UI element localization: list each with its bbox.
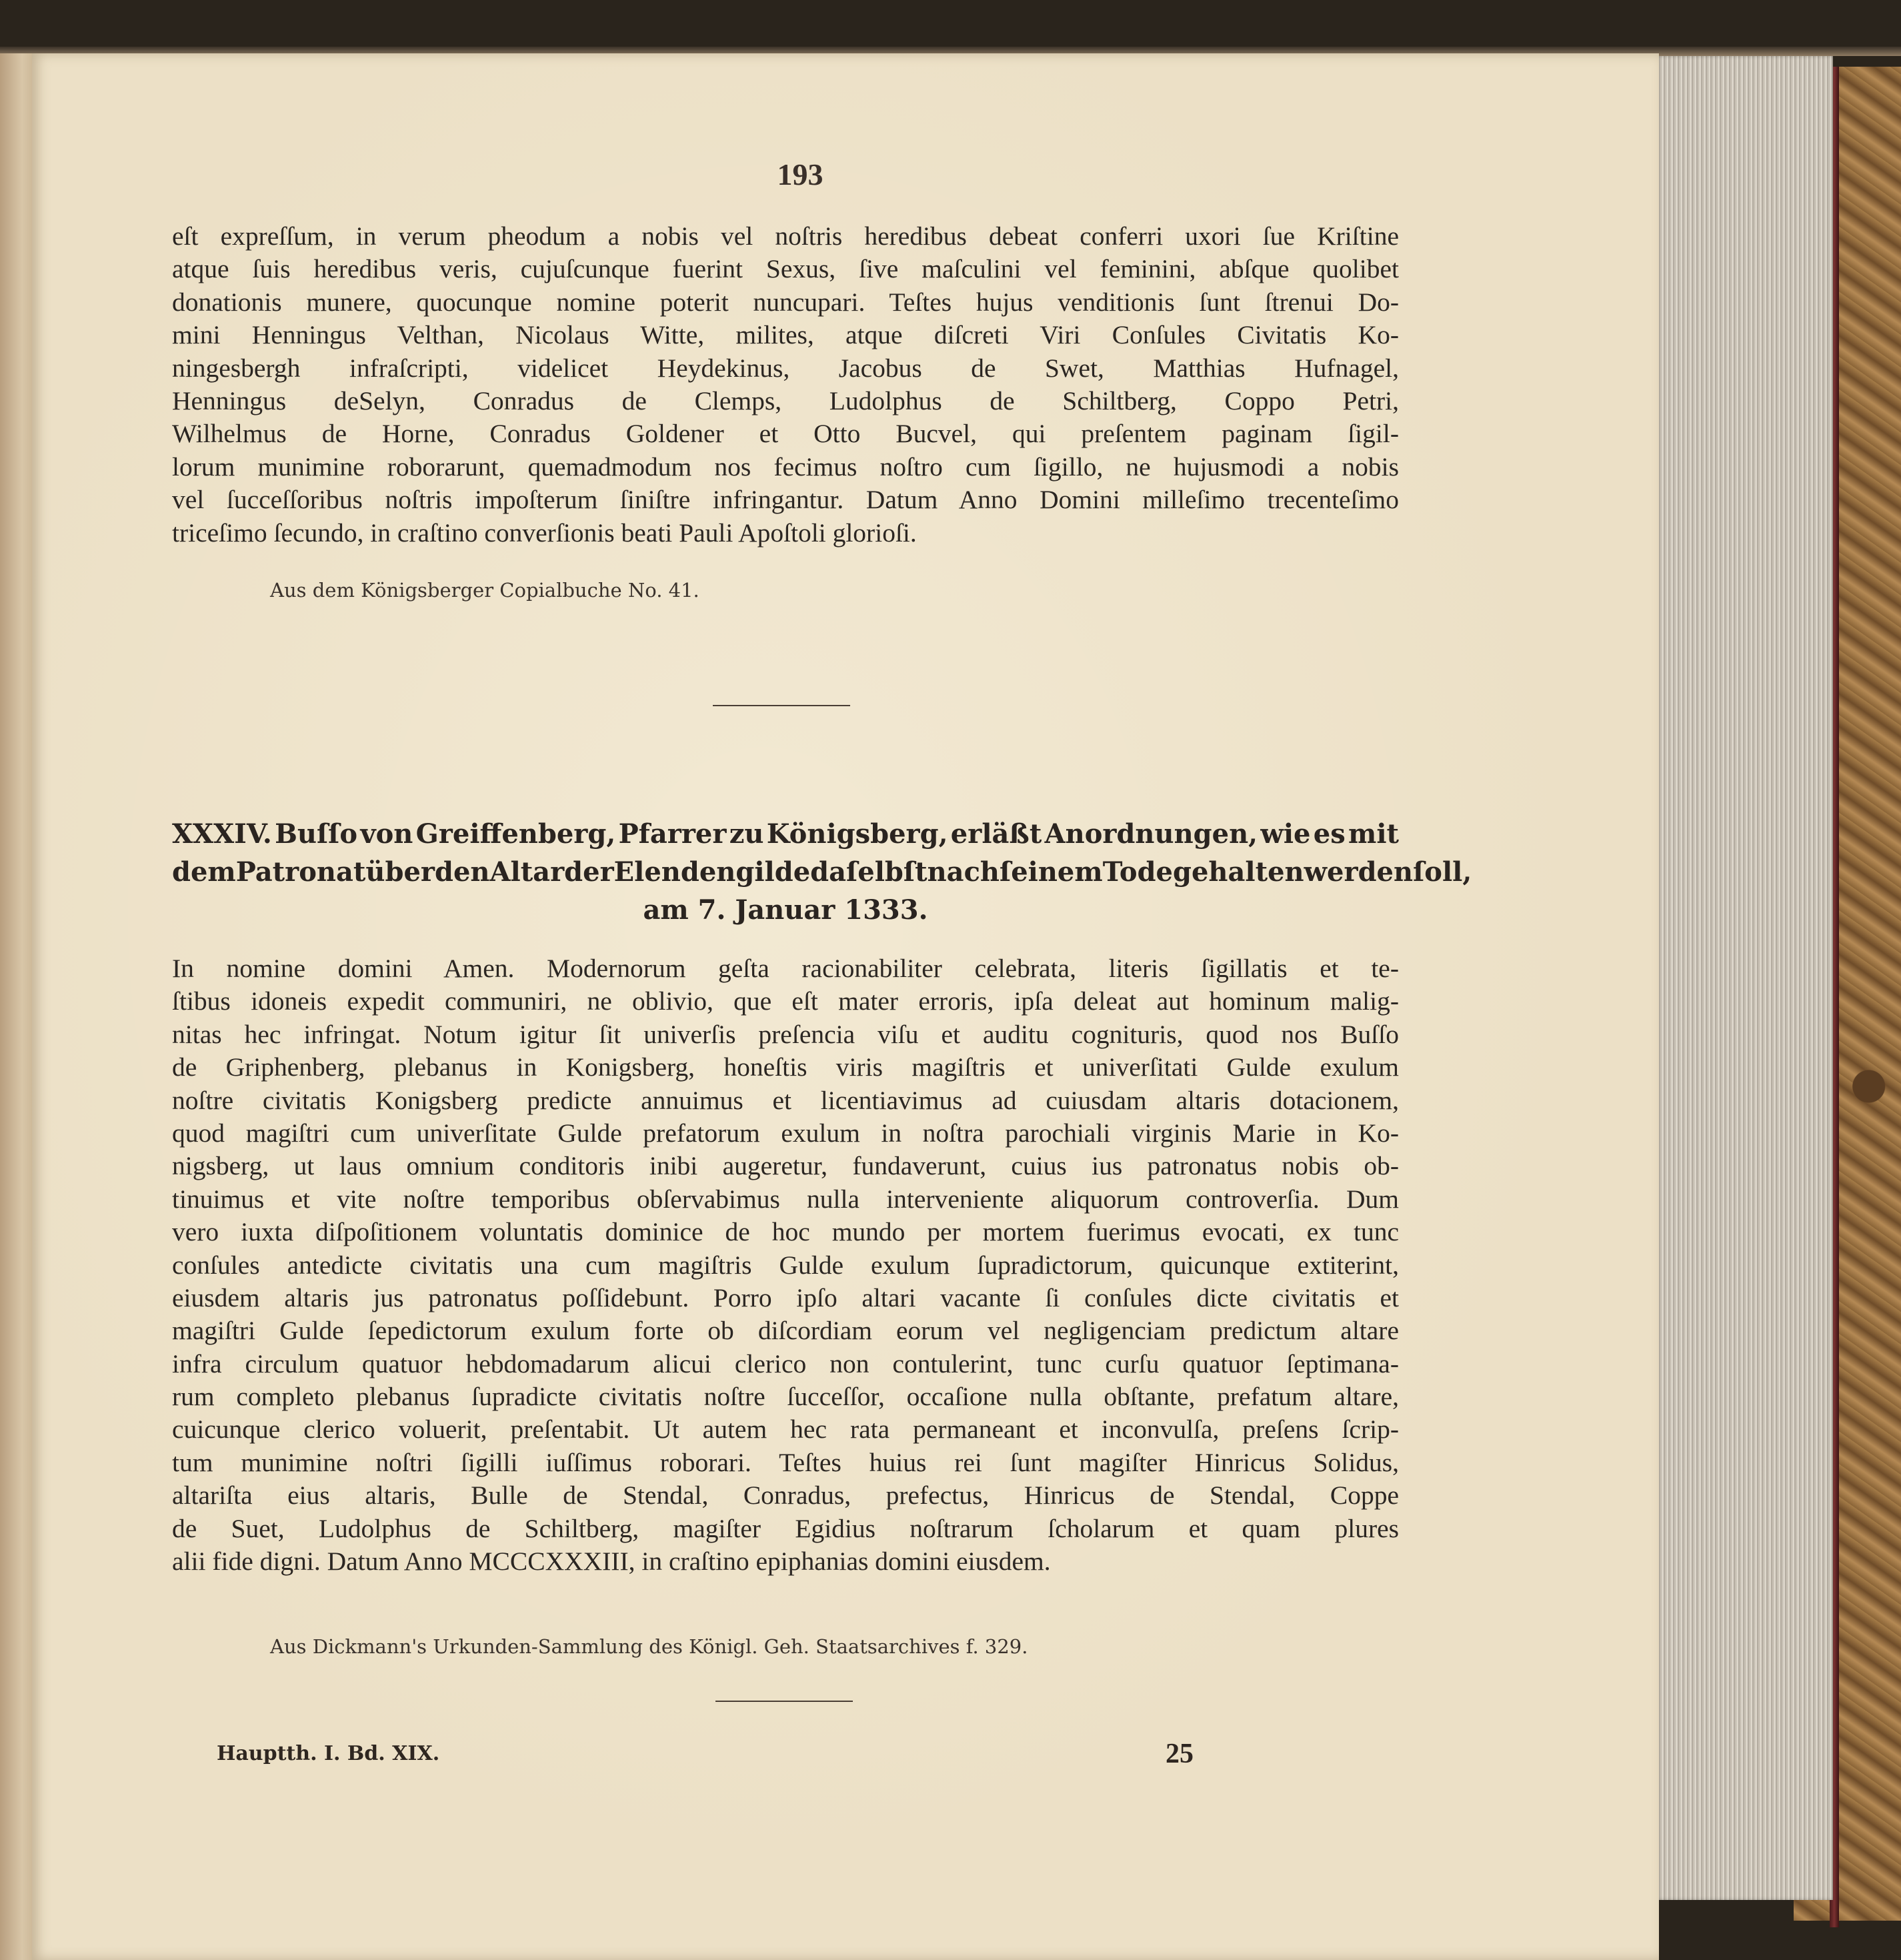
- heading-word: werden: [1304, 856, 1414, 888]
- heading-word: den: [434, 856, 490, 888]
- paragraph2-line: alii fide digni. Datum Anno MCCCXXXIII, in craſtino epiphanias domini eiusdem.: [172, 1547, 1051, 1577]
- paragraph2-line: eiusdem altaris jus patronatus poſſidebunt. Porro ipſo altari vacante ſi conſules dicte civitatis et: [172, 1282, 1399, 1312]
- paragraph2-line: quod magiſtri cum univerſitate Gulde prefatorum exulum in noſtra parochiali virginis Marie in Ko-: [172, 1118, 1399, 1148]
- heading-word: Buſſo: [275, 818, 358, 850]
- paragraph1-line: donationis munere, quocunque nomine poterit nuncupari. Teſtes hujus venditionis ſunt ſtrenui Do-: [172, 287, 1399, 317]
- heading-word: Elendengilde: [613, 856, 811, 888]
- page-block-edges: [1656, 56, 1833, 1900]
- paragraph1-line: mini Henningus Velthan, Nicolaus Witte, milites, atque diſcreti Viri Conſules Civitatis Ko-: [172, 320, 1399, 350]
- heading-word: über: [365, 856, 435, 888]
- paragraph2-line: de Griphenberg, plebanus in Konigsberg, honeſtis viris magiſtris et univerſitati Gulde exulum: [172, 1052, 1399, 1082]
- section-divider-2: [715, 1701, 853, 1702]
- paragraph1-line: vel ſucceſſoribus noſtris impoſterum ſiniſtre infringantur. Datum Anno Domini milleſimo trecenteſimo: [172, 485, 1399, 515]
- paragraph1-line: atque ſuis heredibus veris, cujuſcunque fuerint Sexus, ſive maſculini vel feminini, abſque quolibet: [172, 254, 1399, 284]
- heading-word: ſoll,: [1413, 856, 1472, 888]
- paragraph2-line: conſules antedicte civitatis una cum magiſtris Gulde exulum ſupradictorum, quicunque extiterint,: [172, 1250, 1399, 1280]
- paragraph-continued: [172, 220, 1399, 550]
- paragraph2-line: noſtre civitatis Konigsberg predicte annuimus et licentiavimus ad cuiusdam altaris dotacionem,: [172, 1085, 1399, 1115]
- paragraph1-line: Wilhelmus de Horne, Conradus Goldener et Otto Bucvel, qui preſentem paginam ſigil-: [172, 419, 1399, 449]
- source-note-1: Aus dem Königsberger Copialbuche No. 41.: [270, 579, 699, 602]
- heading-word: zu: [729, 818, 764, 850]
- heading-word: ſeinem: [1000, 856, 1103, 888]
- heading-word: mit: [1348, 818, 1399, 850]
- heading-word: gehalten: [1173, 856, 1304, 888]
- paragraph2-line: de Suet, Ludolphus de Schiltberg, magiſter Egidius noſtrarum ſcholarum et quam plures: [172, 1513, 1399, 1543]
- heading-word: XXXIV.: [172, 818, 272, 850]
- section-divider-1: [713, 705, 850, 706]
- paragraph2-line: ſtibus idoneis expedit communiri, ne oblivio, que eſt mater erroris, ipſa deleat aut hominum malig-: [172, 986, 1399, 1016]
- heading-word: von: [360, 818, 413, 850]
- heading-word: Greiffenberg,: [415, 818, 616, 850]
- paragraph1-line: lorum munimine roborarunt, quemadmodum nos fecimus noſtro cum ſigillo, ne hujusmodi a nobis: [172, 451, 1399, 481]
- heading-word: es: [1313, 818, 1346, 850]
- paragraph2-line: vero iuxta diſpoſitionem voluntatis dominice de hoc mundo per mortem fuerimus evocati, ex tunc: [172, 1217, 1399, 1247]
- heading-word: daſelbſt: [810, 856, 927, 888]
- document-heading-line-1: [172, 815, 1399, 853]
- signature-mark: Hauptth. I. Bd. XIX.: [217, 1742, 440, 1765]
- heading-word: dem: [172, 856, 236, 888]
- heading-word: wie: [1260, 818, 1311, 850]
- paragraph1-line: triceſimo ſecundo, in craſtino converſionis beati Pauli Apoſtoli glorioſi.: [172, 518, 917, 548]
- paragraph2-line: rum completo plebanus ſupradicte civitatis noſtre ſucceſſor, occaſione nulla obſtante, prefatum altare,: [172, 1382, 1399, 1412]
- heading-word: der: [564, 856, 614, 888]
- paragraph2-line: tinuimus et vite noſtre temporibus obſervabimus nulla interveniente aliquorum controverſia. Dum: [172, 1184, 1399, 1214]
- page-number: 193: [777, 157, 823, 191]
- heading-word: Tode: [1102, 856, 1173, 888]
- left-page-edge: [0, 53, 37, 1960]
- paragraph2-line: cuicunque clerico voluerit, preſentabit. Ut autem hec rata permaneant et inconvulſa, preſens ſcrip-: [172, 1414, 1399, 1444]
- heading-word: Königsberg,: [766, 818, 948, 850]
- charter-text: [172, 952, 1399, 1578]
- heading-word: Anordnungen,: [1044, 818, 1258, 850]
- paragraph1-line: Henningus deSelyn, Conradus de Clemps, Ludolphus de Schiltberg, Coppo Petri,: [172, 385, 1399, 415]
- paragraph1-line: ningesbergh infraſcripti, videlicet Heydekinus, Jacobus de Swet, Matthias Hufnagel,: [172, 353, 1399, 383]
- paragraph2-line: In nomine domini Amen. Modernorum geſta racionabiliter celebrata, literis ſigillatis et te-: [172, 954, 1399, 983]
- heading-word: Pfarrer: [618, 818, 727, 850]
- document-heading-date: am 7. Januar 1333.: [643, 894, 928, 926]
- paragraph2-line: magiſtri Gulde ſepedictorum exulum forte ob diſcordiam eorum vel negligenciam predictum altare: [172, 1316, 1399, 1346]
- paragraph2-line: nigsberg, ut laus omnium conditoris inibi augeretur, fundaverunt, cuius ius patronatus nobis ob-: [172, 1151, 1399, 1181]
- heading-word: nach: [927, 856, 1000, 888]
- paragraph2-line: infra circulum quatuor hebdomadarum alicui clerico non contulerint, tunc curſu quatuor ſeptimana-: [172, 1348, 1399, 1378]
- paragraph2-line: altariſta eius altaris, Bulle de Stendal, Conradus, prefectus, Hinricus de Stendal, Coppe: [172, 1481, 1399, 1511]
- heading-word: erläßt: [950, 818, 1042, 850]
- heading-word: Altar: [489, 856, 565, 888]
- paragraph1-line: eſt expreſſum, in verum pheodum a nobis vel noſtris heredibus debeat conferri uxori ſue Kriſtine: [172, 221, 1399, 251]
- paragraph2-line: tum munimine noſtri ſigilli iuſſimus roborari. Teſtes huius rei ſunt magiſter Hinricus Solidus,: [172, 1447, 1399, 1477]
- paragraph2-line: nitas hec infringat. Notum igitur ſit univerſis preſencia viſu et auditu cognituris, quod nos Buſſo: [172, 1019, 1399, 1049]
- source-note-2: Aus Dickmann's Urkunden-Sammlung des Königl. Geh. Staatsarchives f. 329.: [270, 1635, 1028, 1658]
- document-heading-line-2: [172, 853, 1472, 891]
- sheet-number: 25: [1166, 1739, 1194, 1769]
- heading-word: Patronat: [235, 856, 366, 888]
